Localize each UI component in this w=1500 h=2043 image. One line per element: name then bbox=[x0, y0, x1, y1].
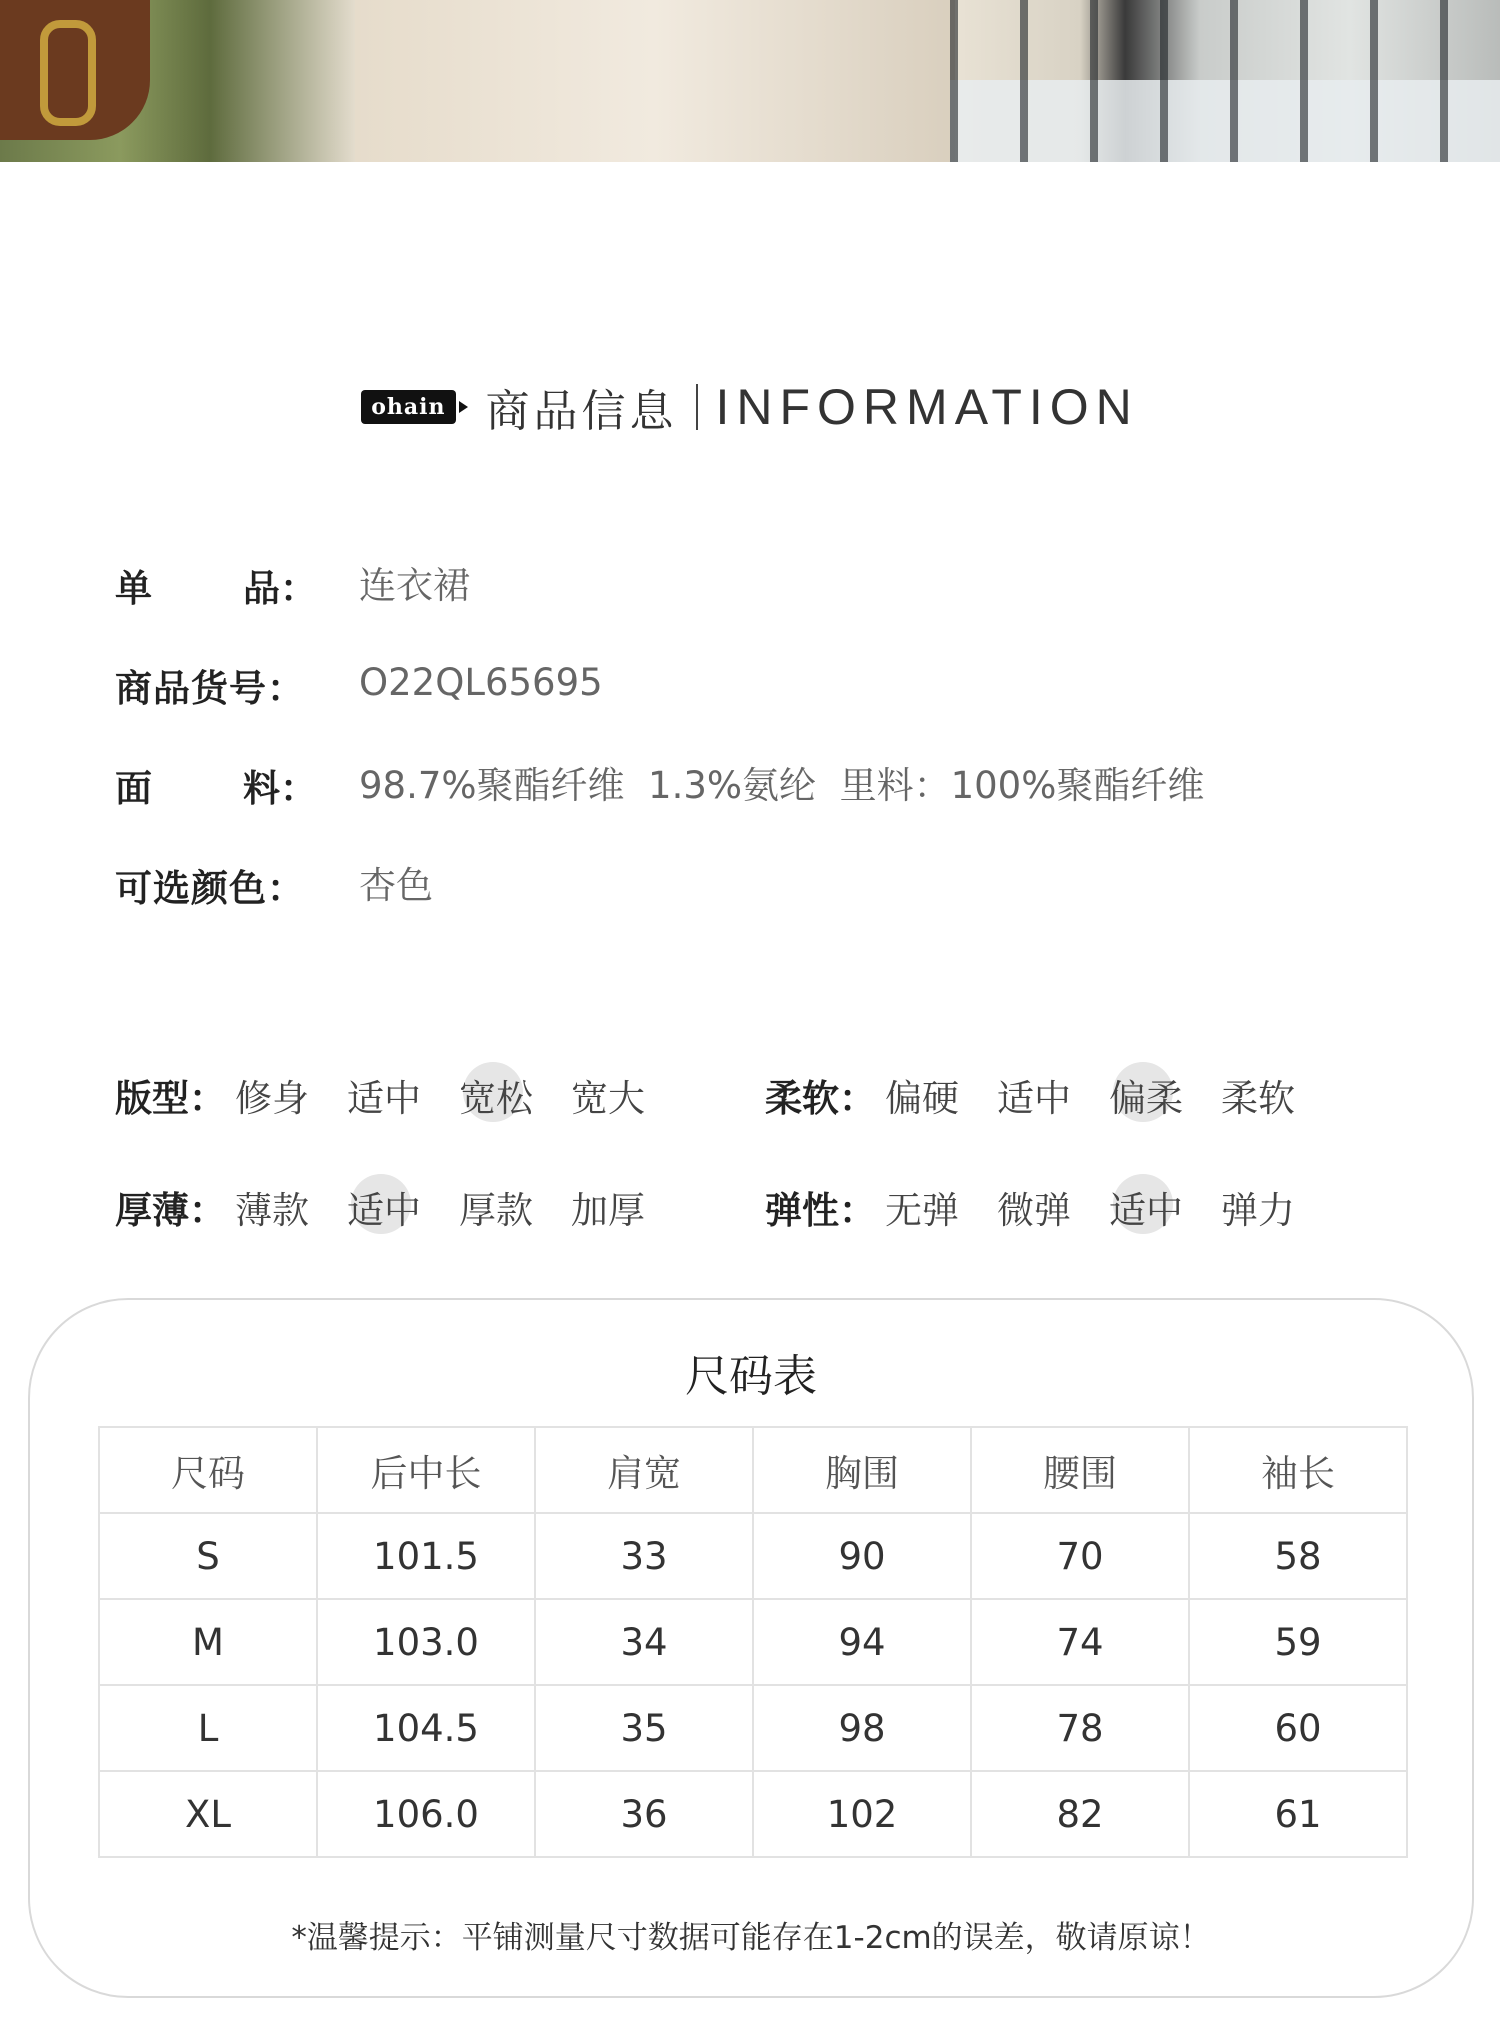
attr-row bbox=[115, 1065, 1415, 1125]
size-table-cell: 35 bbox=[535, 1685, 753, 1771]
size-table-cell: 36 bbox=[535, 1771, 753, 1857]
attr-label: 厚薄： bbox=[115, 1189, 226, 1232]
size-table-cell: 101.5 bbox=[317, 1513, 535, 1599]
info-row-fabric bbox=[115, 760, 1205, 810]
table-row bbox=[99, 1513, 1407, 1599]
attr-option: 厚款 bbox=[459, 1189, 533, 1232]
info-row-color bbox=[115, 860, 1204, 910]
info-key-right: 料： bbox=[243, 767, 317, 810]
size-table-header-cell: 袖长 bbox=[1189, 1427, 1407, 1513]
size-table-header-cell: 胸围 bbox=[753, 1427, 971, 1513]
size-table-cell: 94 bbox=[753, 1599, 971, 1685]
info-key-right: 品： bbox=[243, 567, 317, 610]
info-value-sku: O22QL65695 bbox=[359, 660, 603, 704]
size-table-cell: 59 bbox=[1189, 1599, 1407, 1685]
attr-label: 版型： bbox=[115, 1077, 226, 1120]
attr-elasticity bbox=[765, 1177, 1415, 1237]
section-header bbox=[0, 375, 1500, 439]
attribute-scales bbox=[115, 1065, 1415, 1289]
size-table-body bbox=[99, 1513, 1407, 1857]
size-table-cell: 33 bbox=[535, 1513, 753, 1599]
attr-option: 柔软 bbox=[1221, 1077, 1295, 1120]
size-chart-card bbox=[28, 1298, 1474, 1998]
size-table-header-row bbox=[99, 1427, 1407, 1513]
attr-row bbox=[115, 1177, 1415, 1237]
size-table-cell: 60 bbox=[1189, 1685, 1407, 1771]
section-title-en: INFORMATION bbox=[715, 379, 1139, 435]
attr-option-selected: 适中 bbox=[1109, 1180, 1221, 1234]
size-table-cell: 34 bbox=[535, 1599, 753, 1685]
info-value-item: 连衣裙 bbox=[359, 564, 470, 607]
info-value-fabric: 98.7%聚酯纤维 1.3%氨纶 里料：100%聚酯纤维 bbox=[359, 764, 1205, 807]
attr-label: 柔软： bbox=[765, 1077, 876, 1120]
size-table-header-cell: 后中长 bbox=[317, 1427, 535, 1513]
product-photo bbox=[0, 0, 1500, 162]
dress-image bbox=[355, 0, 955, 162]
attr-thickness bbox=[115, 1177, 765, 1237]
measurement-note: *温馨提示：平铺测量尺寸数据可能存在1-2cm的误差，敬请原谅！ bbox=[291, 1920, 1211, 1956]
size-table-cell: M bbox=[99, 1599, 317, 1685]
attr-label: 弹性： bbox=[765, 1189, 876, 1232]
size-table-cell: 82 bbox=[971, 1771, 1189, 1857]
size-table-cell: 106.0 bbox=[317, 1771, 535, 1857]
table-row bbox=[99, 1599, 1407, 1685]
info-row-item bbox=[115, 560, 1204, 610]
size-table bbox=[98, 1426, 1408, 1858]
product-info bbox=[115, 560, 1204, 960]
attr-option-selected: 偏柔 bbox=[1109, 1068, 1221, 1122]
attr-softness bbox=[765, 1065, 1415, 1125]
attr-fit bbox=[115, 1065, 765, 1125]
size-table-cell: 61 bbox=[1189, 1771, 1407, 1857]
section-title-cn: 商品信息 bbox=[485, 386, 678, 437]
attr-option: 薄款 bbox=[235, 1189, 309, 1232]
info-key-left: 面 bbox=[115, 767, 152, 810]
size-table-cell: 98 bbox=[753, 1685, 971, 1771]
info-key-left: 单 bbox=[115, 567, 152, 610]
attr-option-selected: 宽松 bbox=[459, 1068, 571, 1122]
brand-logo: ohain bbox=[361, 390, 455, 424]
info-key-text: 可选颜色： bbox=[115, 867, 305, 910]
size-table-cell: L bbox=[99, 1685, 317, 1771]
info-value-color: 杏色 bbox=[359, 864, 433, 907]
size-table-header-cell: 肩宽 bbox=[535, 1427, 753, 1513]
attr-option: 微弹 bbox=[997, 1189, 1071, 1232]
attr-option: 偏硬 bbox=[885, 1077, 959, 1120]
table-row bbox=[99, 1771, 1407, 1857]
table-row bbox=[99, 1685, 1407, 1771]
size-table-cell: 103.0 bbox=[317, 1599, 535, 1685]
info-row-sku bbox=[115, 660, 1204, 710]
size-table-cell: 70 bbox=[971, 1513, 1189, 1599]
size-table-cell: XL bbox=[99, 1771, 317, 1857]
size-table-cell: 58 bbox=[1189, 1513, 1407, 1599]
size-table-cell: 78 bbox=[971, 1685, 1189, 1771]
attr-option: 宽大 bbox=[571, 1077, 645, 1120]
size-table-header-cell: 尺码 bbox=[99, 1427, 317, 1513]
attr-option-selected: 适中 bbox=[347, 1180, 459, 1234]
bag-clasp bbox=[40, 20, 96, 126]
size-table-cell: S bbox=[99, 1513, 317, 1599]
size-chart-title: 尺码表 bbox=[685, 1351, 817, 1402]
size-table-cell: 102 bbox=[753, 1771, 971, 1857]
size-table-cell: 90 bbox=[753, 1513, 971, 1599]
attr-option: 无弹 bbox=[885, 1189, 959, 1232]
attr-option: 修身 bbox=[235, 1077, 309, 1120]
info-key-text: 商品货号： bbox=[115, 667, 305, 710]
size-table-cell: 104.5 bbox=[317, 1685, 535, 1771]
size-table-header-cell: 腰围 bbox=[971, 1427, 1189, 1513]
attr-option: 弹力 bbox=[1221, 1189, 1295, 1232]
size-table-cell: 74 bbox=[971, 1599, 1189, 1685]
railing-image bbox=[950, 0, 1500, 162]
attr-option: 适中 bbox=[997, 1077, 1071, 1120]
attr-option: 适中 bbox=[347, 1077, 421, 1120]
title-divider bbox=[696, 384, 698, 430]
attr-option: 加厚 bbox=[571, 1189, 645, 1232]
